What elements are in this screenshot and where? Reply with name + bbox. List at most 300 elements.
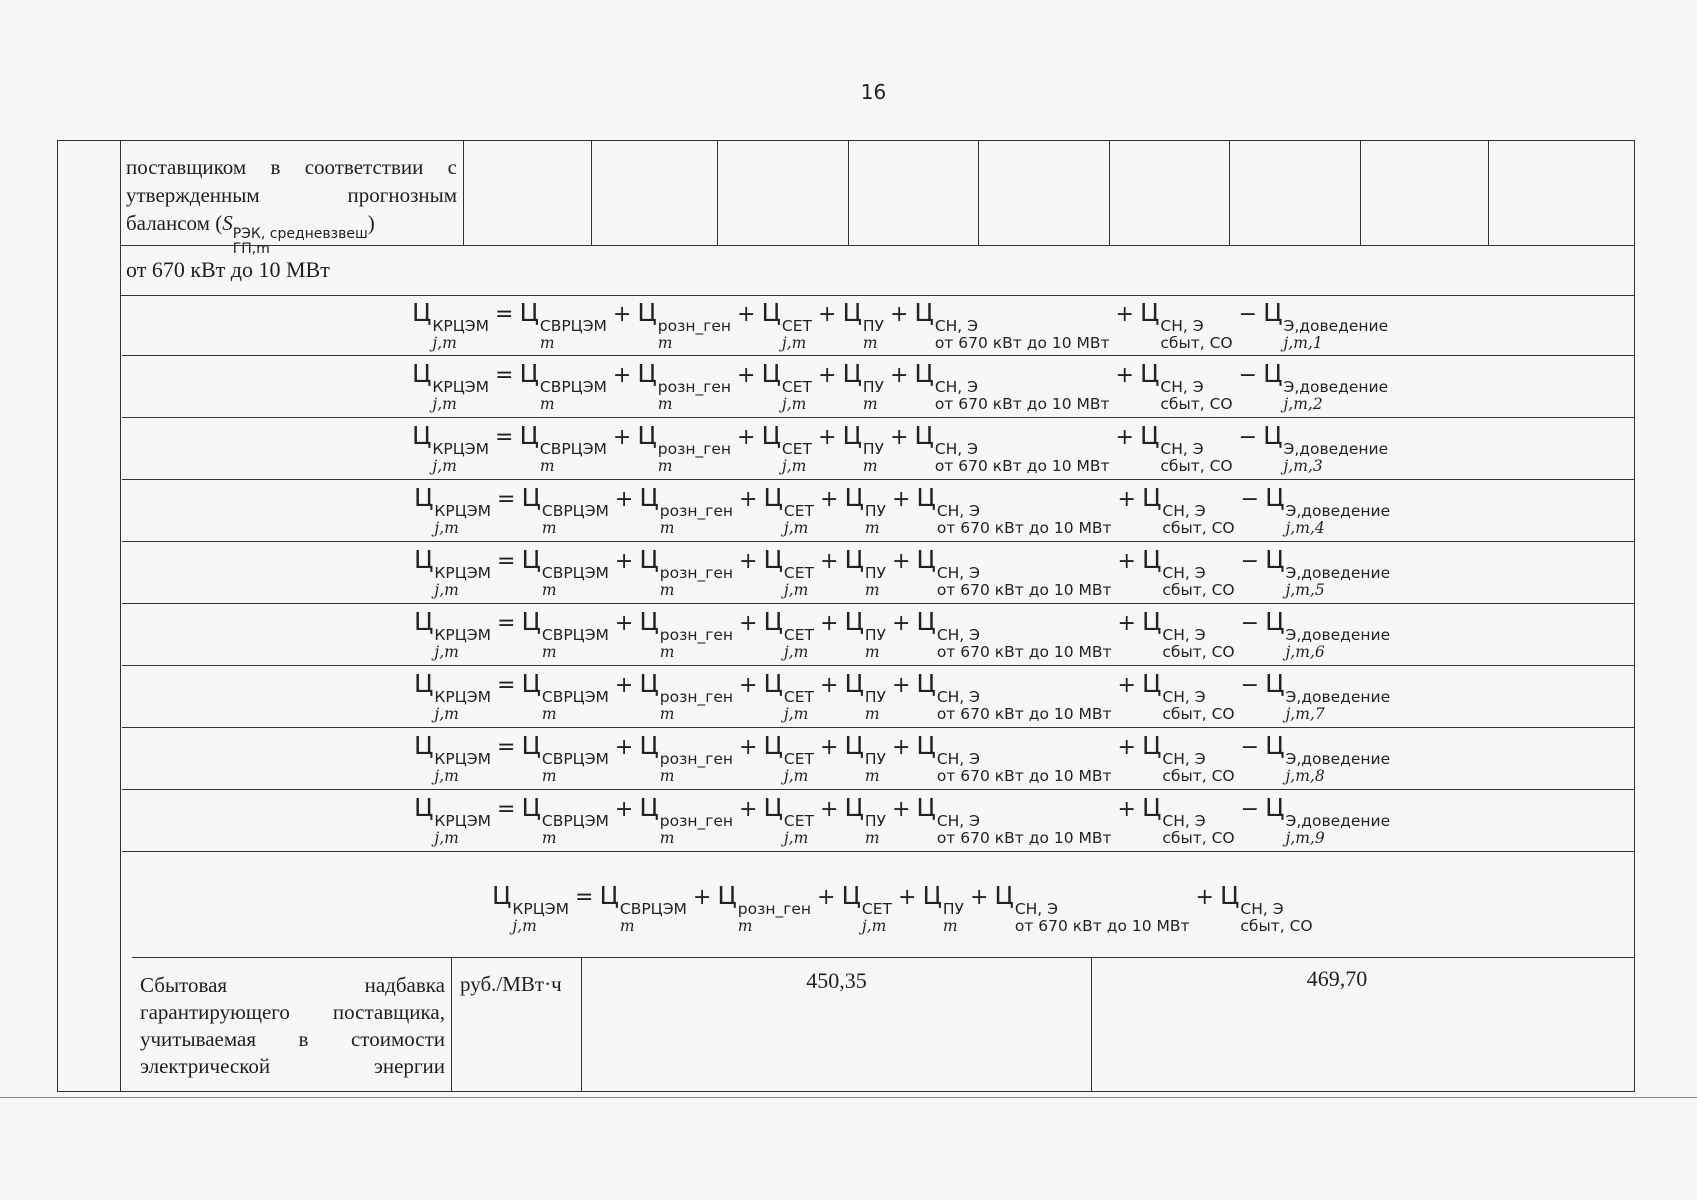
superscript: Э,доведение	[1285, 626, 1391, 644]
subscript: j,m	[434, 581, 459, 599]
formula-term	[916, 793, 1112, 847]
price-symbol: Ц	[414, 731, 434, 760]
operator: =	[495, 425, 514, 450]
subscript: j,m	[434, 767, 459, 785]
price-symbol: Ц	[842, 359, 862, 388]
subscript: сбыт, СО	[1160, 334, 1233, 352]
operator: +	[737, 425, 756, 450]
formula-lhs	[414, 607, 492, 661]
price-symbol: Ц	[763, 669, 783, 698]
superscript: СН, Э	[1162, 688, 1206, 706]
formula-term	[761, 359, 812, 413]
empty-cell	[1229, 141, 1361, 245]
indices	[1162, 689, 1234, 723]
subscript: сбыт, СО	[1162, 829, 1235, 847]
price-symbol: Ц	[1141, 793, 1162, 822]
price-symbol: Ц	[492, 881, 512, 910]
price-symbol: Ц	[763, 545, 783, 574]
operator: =	[497, 487, 516, 512]
subscript: j,m	[781, 457, 807, 475]
price-symbol: Ц	[639, 545, 659, 574]
price-formula	[414, 545, 1390, 599]
formula-term	[639, 607, 734, 661]
price-symbol: Ц	[761, 421, 781, 450]
operator: +	[817, 885, 836, 910]
subscript: m	[864, 705, 880, 723]
formula-term	[637, 421, 732, 475]
subscript: m	[942, 917, 958, 935]
formula-term	[916, 545, 1112, 599]
subscript: m	[659, 829, 675, 847]
formula-term	[1263, 421, 1389, 475]
operator: =	[497, 735, 516, 760]
price-symbol: Ц	[994, 881, 1014, 910]
subscript: m	[539, 457, 555, 475]
formula-term	[844, 545, 886, 599]
formula-term	[639, 793, 734, 847]
price-symbol: Ц	[639, 731, 659, 760]
price-symbol: Ц	[414, 483, 434, 512]
price-symbol: Ц	[1141, 669, 1162, 698]
price-symbol: Ц	[637, 298, 657, 327]
formula-term	[1265, 545, 1391, 599]
formula-lhs	[414, 545, 492, 599]
operator: −	[1240, 549, 1260, 574]
indices	[434, 565, 491, 599]
empty-cell	[978, 141, 1110, 245]
operator: −	[1238, 302, 1258, 327]
subscript: от 670 кВт до 10 МВт	[1014, 917, 1190, 935]
superscript: СВРЦЭМ	[539, 440, 607, 458]
superscript: СН, Э	[1014, 900, 1058, 918]
subscript: j,m	[434, 705, 459, 723]
formula-term	[914, 421, 1110, 475]
price-symbol: Ц	[519, 359, 539, 388]
indices	[434, 813, 491, 847]
formula-term	[1141, 545, 1235, 599]
superscript: СН, Э	[934, 440, 978, 458]
indices	[863, 318, 884, 352]
subscript: m	[659, 767, 675, 785]
indices	[660, 627, 733, 661]
formula-term	[519, 359, 607, 413]
superscript: розн_ген	[657, 378, 732, 396]
superscript: розн_ген	[659, 502, 734, 520]
indices	[542, 689, 609, 723]
indices	[1284, 441, 1389, 475]
superscript: ПУ	[864, 564, 886, 582]
indices	[865, 565, 886, 599]
indices	[432, 441, 489, 475]
formula-term	[1263, 359, 1389, 413]
superscript: СЕТ	[861, 900, 892, 918]
unit-cell: руб./МВт·ч	[452, 958, 582, 1091]
formula-term	[521, 607, 609, 661]
superscript: Э,доведение	[1285, 812, 1391, 830]
price-symbol: Ц	[761, 298, 781, 327]
subscript: от 670 кВт до 10 МВт	[934, 334, 1110, 352]
formula-term	[521, 483, 609, 537]
operator: =	[497, 797, 516, 822]
operator: +	[614, 611, 634, 636]
operator: +	[612, 302, 632, 327]
table-row-formula	[122, 727, 1634, 790]
price-symbol: Ц	[637, 359, 657, 388]
superscript: СЕТ	[781, 440, 812, 458]
operator: =	[575, 885, 594, 910]
superscript: СВРЦЭМ	[541, 564, 609, 582]
formula-term	[916, 483, 1112, 537]
formula-term	[1141, 793, 1235, 847]
subscript: j,m	[434, 519, 459, 537]
balance-symbol: S	[222, 211, 233, 235]
price-symbol: Ц	[1139, 298, 1160, 327]
indices	[1286, 627, 1391, 661]
table-row-formula	[122, 479, 1634, 542]
subscript: m	[864, 519, 880, 537]
table-row-formula	[122, 603, 1634, 666]
operator: −	[1240, 797, 1260, 822]
indices	[540, 318, 607, 352]
superscript: СН, Э	[936, 812, 980, 830]
formula-term	[1265, 607, 1391, 661]
table-row-description	[120, 141, 1634, 257]
price-formula	[492, 881, 1313, 935]
price-symbol: Ц	[841, 881, 861, 910]
superscript: СЕТ	[783, 564, 814, 582]
price-symbol: Ц	[521, 545, 541, 574]
formula-term	[842, 359, 884, 413]
superscript: КРЦЭМ	[432, 378, 490, 396]
subscript: от 670 кВт до 10 МВт	[934, 395, 1110, 413]
price-formula	[414, 483, 1390, 537]
subscript: m	[864, 581, 880, 599]
superscript: СЕТ	[783, 688, 814, 706]
subscript: j,m,5	[1285, 581, 1325, 599]
operator: =	[495, 302, 514, 327]
formula-term	[914, 359, 1110, 413]
formula-term	[763, 669, 814, 723]
operator: +	[612, 425, 632, 450]
superscript: СН, Э	[934, 378, 978, 396]
formula-lhs	[492, 881, 570, 935]
formula-term	[916, 731, 1112, 785]
operator: +	[891, 487, 911, 512]
indices	[1286, 565, 1391, 599]
superscript: СН, Э	[936, 750, 980, 768]
indices	[1286, 689, 1391, 723]
subscript: j,m	[432, 334, 457, 352]
indices	[660, 813, 733, 847]
left-column-strip	[58, 141, 121, 1091]
subscript: j,m,8	[1285, 767, 1325, 785]
value-cell-1: 450,35	[582, 958, 1092, 1091]
operator: =	[497, 611, 516, 636]
formula-term	[521, 731, 609, 785]
subscript: m	[541, 581, 557, 599]
formula-term	[1219, 881, 1313, 935]
operator: −	[1240, 735, 1260, 760]
price-symbol: Ц	[414, 545, 434, 574]
price-symbol: Ц	[1139, 421, 1160, 450]
operator: +	[889, 363, 909, 388]
price-symbol: Ц	[639, 607, 659, 636]
subscript: m	[659, 519, 675, 537]
superscript: розн_ген	[737, 900, 812, 918]
operator: −	[1240, 487, 1260, 512]
operator: −	[1240, 611, 1260, 636]
price-symbol: Ц	[916, 545, 936, 574]
formula-term	[1139, 359, 1233, 413]
price-symbol: Ц	[412, 359, 432, 388]
price-symbol: Ц	[763, 793, 783, 822]
superscript: СН, Э	[1162, 812, 1206, 830]
operator: +	[737, 302, 756, 327]
description-cell	[120, 141, 464, 257]
formula-term	[1141, 731, 1235, 785]
price-symbol: Ц	[717, 881, 737, 910]
indices	[937, 813, 1112, 847]
operator: +	[1117, 487, 1136, 512]
superscript: СН, Э	[1160, 378, 1204, 396]
page-bottom-line	[0, 1097, 1697, 1098]
markup-label-cell: Сбытовая надбавка гарантирующего поставщика, учитываемая в стоимости электрической энергии	[132, 958, 452, 1091]
indices	[434, 751, 491, 785]
table-row-formula	[122, 851, 1634, 957]
formula-lhs	[412, 359, 490, 413]
operator: +	[889, 425, 909, 450]
formula-term	[844, 669, 886, 723]
formula-term	[639, 483, 734, 537]
subscript: j,m	[781, 395, 807, 413]
operator: +	[891, 797, 911, 822]
subscript: m	[657, 395, 673, 413]
superscript: СН, Э	[1240, 900, 1284, 918]
indices	[432, 379, 489, 413]
subscript: сбыт, СО	[1160, 457, 1233, 475]
indices	[738, 901, 811, 935]
operator: +	[614, 673, 634, 698]
formula-term	[916, 607, 1112, 661]
subscript: j,m,7	[1285, 705, 1325, 723]
superscript: Э,доведение	[1285, 502, 1391, 520]
indices	[937, 503, 1112, 537]
subscript: m	[539, 395, 555, 413]
subscript: m	[657, 457, 673, 475]
operator: +	[739, 735, 758, 760]
formula-term	[763, 545, 814, 599]
description-line: утвержденным прогнозным	[126, 183, 457, 207]
price-symbol: Ц	[639, 483, 659, 512]
price-symbol: Ц	[412, 421, 432, 450]
indices	[1160, 441, 1232, 475]
superscript: ПУ	[864, 688, 886, 706]
superscript: ПУ	[862, 317, 884, 335]
balance-sup: РЭК, средневзвеш	[232, 226, 368, 242]
table-row-formula	[122, 417, 1634, 480]
superscript: КРЦЭМ	[432, 317, 490, 335]
indices	[863, 379, 884, 413]
superscript: СВРЦЭМ	[539, 317, 607, 335]
superscript: СН, Э	[1162, 502, 1206, 520]
price-symbol: Ц	[844, 793, 864, 822]
indices	[1286, 751, 1391, 785]
formula-lhs	[414, 731, 492, 785]
price-symbol: Ц	[1265, 793, 1285, 822]
subscript: m	[659, 643, 675, 661]
superscript: СЕТ	[783, 502, 814, 520]
indices	[1284, 318, 1389, 352]
formula-term	[761, 421, 812, 475]
indices	[660, 503, 733, 537]
operator: +	[1115, 425, 1134, 450]
superscript: розн_ген	[659, 812, 734, 830]
subscript: j,m	[783, 643, 809, 661]
subscript: j,m,3	[1283, 457, 1323, 475]
subscript: j,m,4	[1285, 519, 1325, 537]
operator: +	[820, 549, 839, 574]
superscript: КРЦЭМ	[434, 626, 492, 644]
price-symbol: Ц	[914, 298, 934, 327]
indices	[660, 689, 733, 723]
price-formula	[414, 607, 1390, 661]
indices	[782, 441, 812, 475]
subscript: m	[541, 829, 557, 847]
operator: +	[614, 797, 634, 822]
formula-term	[844, 793, 886, 847]
superscript: СВРЦЭМ	[541, 626, 609, 644]
price-symbol: Ц	[844, 545, 864, 574]
superscript: СН, Э	[1160, 440, 1204, 458]
superscript: розн_ген	[659, 564, 734, 582]
operator: +	[737, 363, 756, 388]
formula-term	[844, 731, 886, 785]
indices	[935, 379, 1110, 413]
tariff-table	[57, 140, 1635, 1092]
formula-term	[1141, 483, 1235, 537]
page-number: 16	[860, 80, 887, 104]
empty-cell	[591, 141, 718, 245]
subscript: m	[864, 767, 880, 785]
empty-cell	[1109, 141, 1230, 245]
subscript: j,m	[781, 334, 807, 352]
formula-lhs	[414, 483, 492, 537]
subscript: m	[864, 829, 880, 847]
table-row-markup	[132, 957, 1634, 1091]
price-symbol: Ц	[763, 731, 783, 760]
indices	[434, 503, 491, 537]
subscript: j,m	[512, 917, 537, 935]
formula-term	[639, 731, 734, 785]
operator: +	[891, 611, 911, 636]
subscript: j,m	[434, 829, 459, 847]
indices	[865, 627, 886, 661]
superscript: СН, Э	[1162, 626, 1206, 644]
price-symbol: Ц	[1265, 669, 1285, 698]
operator: +	[739, 611, 758, 636]
formula-term	[1141, 607, 1235, 661]
indices	[937, 627, 1112, 661]
subscript: j,m,9	[1285, 829, 1325, 847]
formula-term	[844, 607, 886, 661]
subscript: j,m,6	[1285, 643, 1325, 661]
formula-term	[1265, 669, 1391, 723]
superscript: ПУ	[864, 626, 886, 644]
indices	[782, 379, 812, 413]
operator: +	[898, 885, 917, 910]
empty-cell	[464, 141, 592, 245]
indices	[782, 318, 812, 352]
superscript: КРЦЭМ	[434, 812, 492, 830]
price-formula	[414, 669, 1390, 723]
formula-term	[1265, 731, 1391, 785]
table-row-formula	[122, 355, 1634, 418]
indices	[865, 813, 886, 847]
price-symbol: Ц	[842, 421, 862, 450]
price-symbol: Ц	[1141, 607, 1162, 636]
subscript: m	[541, 519, 557, 537]
price-symbol: Ц	[763, 607, 783, 636]
operator: +	[1117, 611, 1136, 636]
indices	[784, 689, 814, 723]
operator: −	[1240, 673, 1260, 698]
operator: +	[612, 363, 632, 388]
description-prefix: балансом (	[126, 211, 223, 235]
table-row-heading	[120, 245, 1634, 296]
operator: +	[1115, 302, 1134, 327]
indices	[660, 565, 733, 599]
indices	[862, 901, 892, 935]
superscript: СВРЦЭМ	[541, 688, 609, 706]
subscript: j,m	[434, 643, 459, 661]
indices	[1162, 751, 1234, 785]
subscript: m	[541, 643, 557, 661]
price-symbol: Ц	[1263, 359, 1283, 388]
formula-term	[761, 298, 812, 352]
price-symbol: Ц	[521, 669, 541, 698]
price-symbol: Ц	[1141, 545, 1162, 574]
subscript: j,m,1	[1283, 334, 1323, 352]
formula-term	[763, 731, 814, 785]
indices	[784, 813, 814, 847]
operator: −	[1238, 425, 1258, 450]
subscript: от 670 кВт до 10 МВт	[936, 829, 1112, 847]
subscript: от 670 кВт до 10 МВт	[936, 705, 1112, 723]
formula-term	[521, 545, 609, 599]
subscript: j,m	[783, 581, 809, 599]
subscript: от 670 кВт до 10 МВт	[936, 767, 1112, 785]
price-symbol: Ц	[519, 298, 539, 327]
subscript: от 670 кВт до 10 МВт	[936, 581, 1112, 599]
superscript: Э,доведение	[1283, 317, 1389, 335]
price-symbol: Ц	[1141, 731, 1162, 760]
price-symbol: Ц	[916, 607, 936, 636]
operator: +	[1117, 797, 1136, 822]
price-symbol: Ц	[521, 483, 541, 512]
subscript: сбыт, СО	[1162, 581, 1235, 599]
formula-term	[599, 881, 687, 935]
indices	[1284, 379, 1389, 413]
superscript: СН, Э	[936, 626, 980, 644]
indices	[658, 318, 731, 352]
price-symbol: Ц	[414, 793, 434, 822]
price-symbol: Ц	[519, 421, 539, 450]
table-row-formula	[122, 665, 1634, 728]
price-formula	[412, 298, 1388, 352]
operator: +	[820, 487, 839, 512]
formula-lhs	[414, 793, 492, 847]
subscript: j,m	[783, 767, 809, 785]
